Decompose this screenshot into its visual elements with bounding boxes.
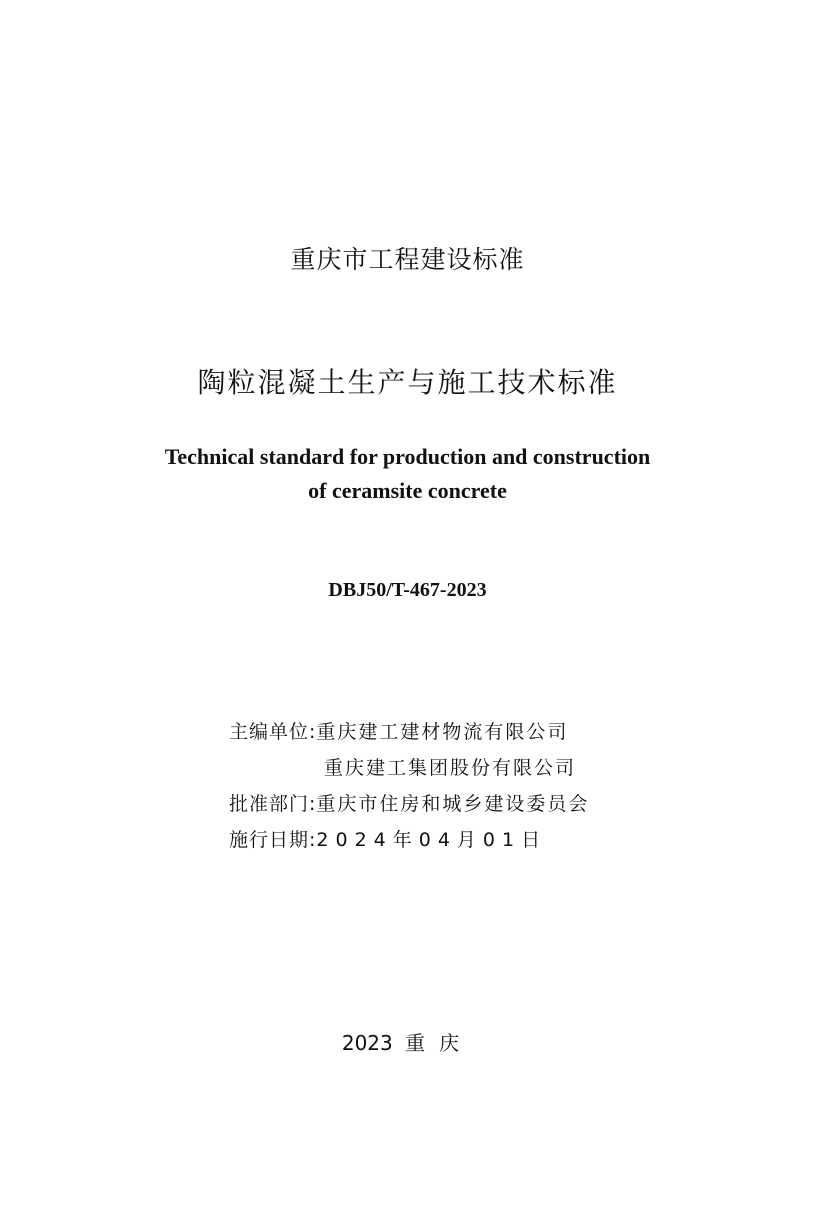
editor-value-2: 重庆建工集团股份有限公司 — [324, 757, 577, 779]
publication-city: 重庆 — [405, 1031, 474, 1055]
editor-row-2 — [229, 754, 589, 790]
approver-row — [229, 790, 589, 826]
publication-footer — [0, 1027, 815, 1056]
editor-label: 主编单位: — [229, 721, 317, 743]
publication-year: 2023 — [341, 1031, 393, 1055]
standard-series: 重庆市工程建设标准 — [290, 245, 525, 274]
publication-info — [229, 718, 589, 862]
editor-value-1: 重庆建工建材物流有限公司 — [316, 721, 569, 743]
english-title-line-1: Technical standard for production and construction — [164, 444, 651, 469]
page-title: 陶粒混凝土生产与施工技术标准 — [197, 366, 618, 399]
effective-date-label: 施行日期: — [229, 829, 317, 851]
editor-row-1 — [229, 718, 589, 754]
approver-value: 重庆市住房和城乡建设委员会 — [316, 793, 590, 815]
effective-date-row — [229, 826, 589, 862]
standard-code: DBJ50/T-467-2023 — [328, 579, 487, 601]
effective-date-value: 2024年04月01日 — [316, 829, 548, 851]
approver-label: 批准部门: — [229, 793, 317, 815]
english-title-line-2: of ceramsite concrete — [308, 478, 507, 503]
english-title — [0, 440, 815, 508]
